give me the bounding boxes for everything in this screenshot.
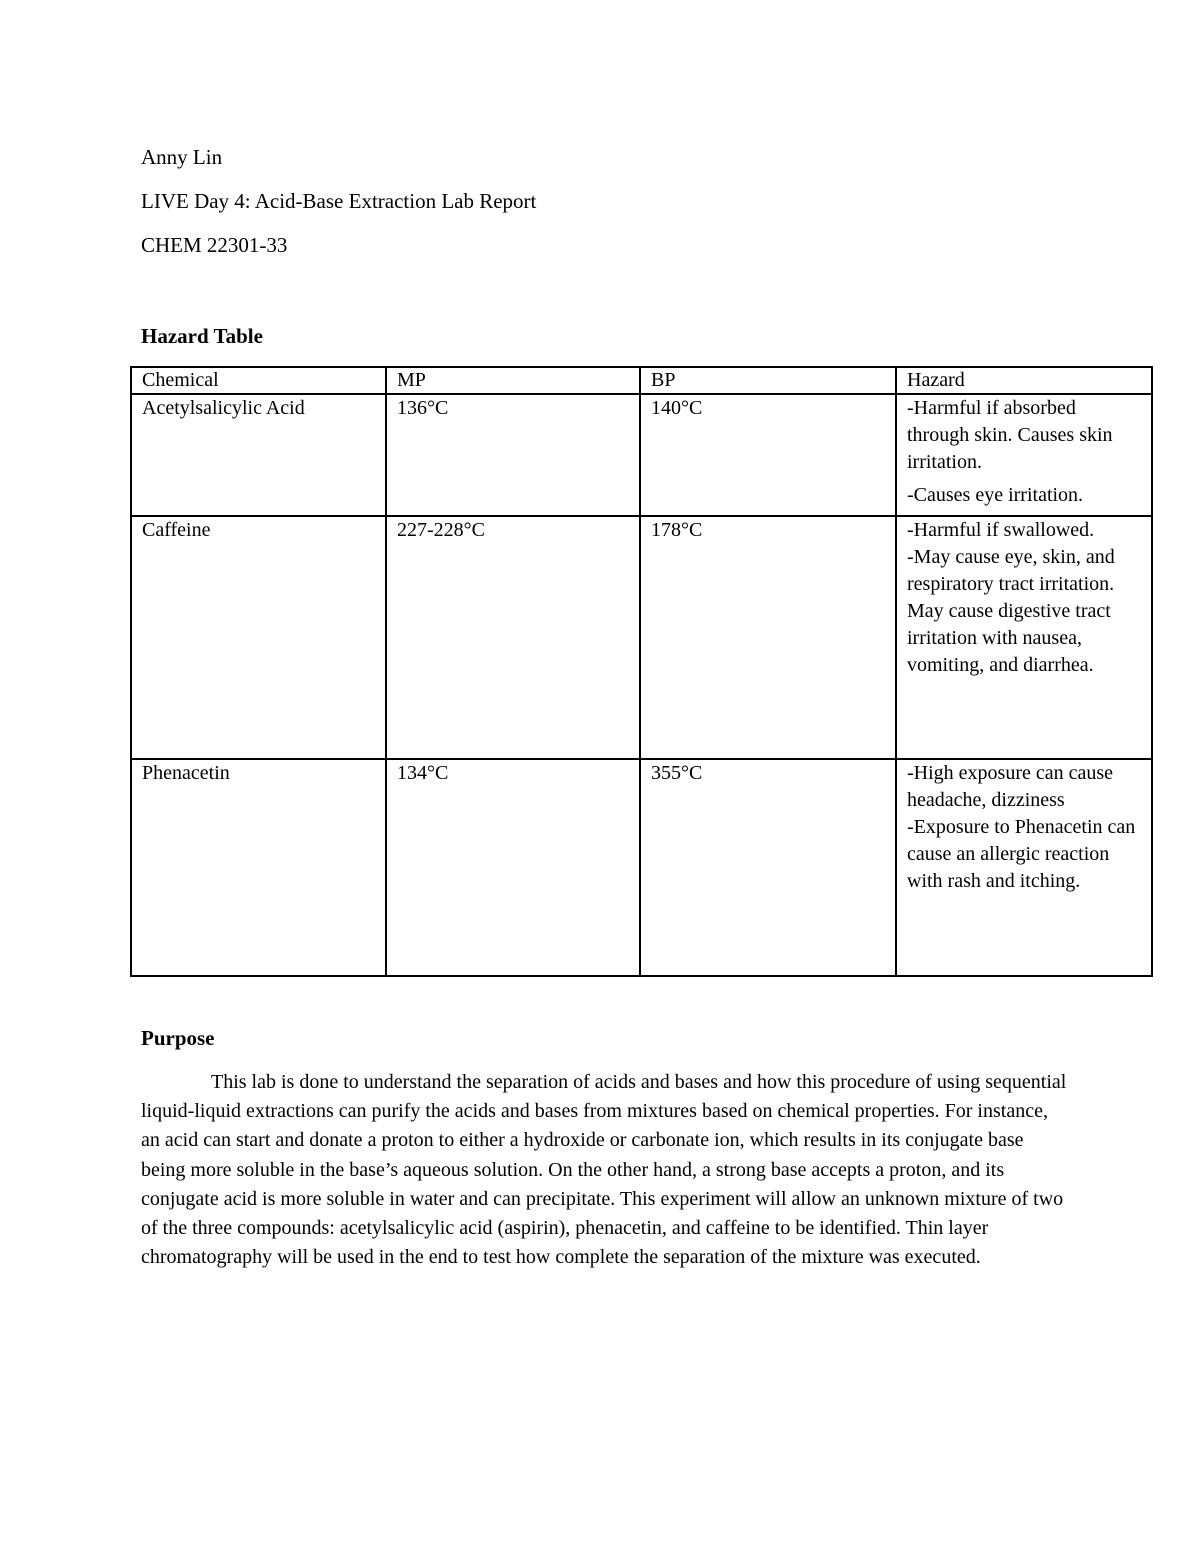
chemical-cell: Phenacetin [131, 759, 386, 976]
column-header-mp: MP [386, 367, 640, 394]
hazard-text: -Exposure to Phenacetin can cause an allergic reaction with rash and itching. [907, 816, 1136, 892]
author-name: Anny Lin [141, 145, 223, 169]
hazard-table-heading: Hazard Table [141, 324, 263, 348]
bp-cell: 178°C [640, 516, 896, 759]
hazard-text: -Harmful if swallowed. [907, 519, 1095, 541]
bp-cell: 140°C [640, 394, 896, 516]
table-row [131, 394, 1152, 516]
hazard-text: -Harmful if absorbed through skin. Causes skin irritation. [907, 397, 1113, 473]
column-header-chemical: Chemical [131, 367, 386, 394]
hazard-cell [896, 516, 1152, 759]
table-row [131, 759, 1152, 976]
column-header-hazard: Hazard [896, 367, 1152, 394]
hazard-table [130, 366, 1153, 977]
hazard-cell [896, 759, 1152, 976]
hazard-text: -May cause eye, skin, and respiratory tract irritation. May cause digestive tract irritation with nausea, vomiting, and diarrhea. [907, 546, 1115, 676]
course-code: CHEM 22301-33 [141, 233, 288, 257]
mp-cell: 227-228°C [386, 516, 640, 759]
chemical-cell: Acetylsalicylic Acid [131, 394, 386, 516]
bp-cell: 355°C [640, 759, 896, 976]
purpose-heading: Purpose [141, 1026, 215, 1050]
hazard-text: -High exposure can cause headache, dizziness [907, 762, 1114, 811]
report-title: LIVE Day 4: Acid-Base Extraction Lab Report [141, 189, 537, 213]
hazard-cell [896, 394, 1152, 516]
hazard-text: -Causes eye irritation. [907, 484, 1084, 506]
column-header-bp: BP [640, 367, 896, 394]
mp-cell: 136°C [386, 394, 640, 516]
chemical-cell: Caffeine [131, 516, 386, 759]
table-row [131, 516, 1152, 759]
hazard-table-header-row [131, 367, 1152, 394]
purpose-paragraph: This lab is done to understand the separation of acids and bases and how this procedure of using sequential liquid-liquid extractions can purify the acids and bases from mixtures based on chemical properties. For instance, an acid can start and donate a proton to either a hydroxide or carbonate ion, which results in its conjugate base being more soluble in the base’s aqueous solution. On the other hand, a strong base accepts a proton, and its conjugate acid is more soluble in water and can precipitate. This experiment will allow an unknown mixture of two of the three compounds: acetylsalicylic acid (aspirin), phenacetin, and caffeine to be identified. Thin layer chromatography will be used in the end to test how complete the separation of the mixture was executed. [141, 1071, 1067, 1269]
mp-cell: 134°C [386, 759, 640, 976]
